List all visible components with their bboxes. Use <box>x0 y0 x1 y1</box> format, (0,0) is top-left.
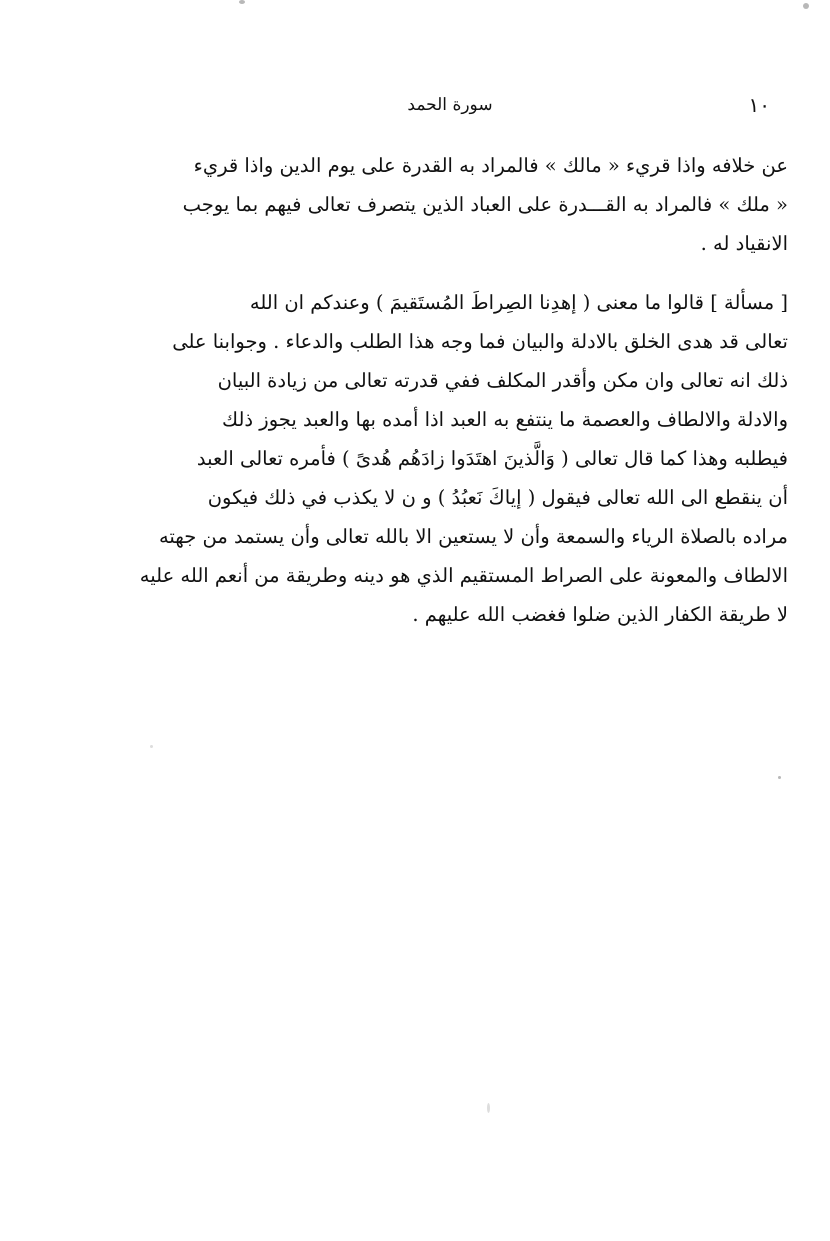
running-title: سورة الحمد <box>407 95 493 115</box>
scan-speck <box>239 0 245 4</box>
text-line: عن خلافه واذا قريء « مالك » فالمراد به القدرة على يوم الدين واذا قريء <box>193 154 788 177</box>
body-text <box>130 146 788 634</box>
text-line: مراده بالصلاة الرياء والسمعة وأن لا يستعين الا بالله تعالى وأن يستمد من جهته <box>158 525 788 548</box>
paragraph-gap <box>130 263 788 283</box>
text-line: « ملك » فالمراد به القـــدرة على العباد الذين يتصرف تعالى فيهم بما يوجب <box>182 193 788 216</box>
text-line: لا طريقة الكفار الذين ضلوا فغضب الله عليهم . <box>412 603 788 626</box>
text-line: الالطاف والمعونة على الصراط المستقيم الذي هو دينه وطريقة من أنعم الله عليه <box>139 564 788 587</box>
text-line: الانقياد له . <box>700 232 788 255</box>
text-line: والادلة والالطاف والعصمة ما ينتفع به العبد اذا أمده بها والعبد يجوز ذلك <box>222 408 788 431</box>
text-line: ذلك انه تعالى وان مكن وأقدر المكلف ففي قدرته تعالى من زيادة البيان <box>217 369 788 392</box>
page-number: ١٠ <box>748 93 770 117</box>
scan-speck <box>487 1103 490 1113</box>
page-header <box>130 90 770 120</box>
text-line: فيطلبه وهذا كما قال تعالى ( وَالَّذينَ اهتَدَوا زادَهُم هُدىً ) فأمره تعالى العبد <box>196 447 788 470</box>
paragraph-2 <box>130 283 788 634</box>
text-line: أن ينقطع الى الله تعالى فيقول ( إياكَ نَعبُدُ ) و ن لا يكذب في ذلك فيكون <box>207 486 788 509</box>
text-line: تعالى قد هدى الخلق بالادلة والبيان فما وجه هذا الطلب والدعاء . وجوابنا على <box>172 330 788 353</box>
scan-speck <box>150 745 153 748</box>
paragraph-1 <box>130 146 788 263</box>
scan-speck <box>803 3 809 9</box>
scan-speck <box>778 776 781 779</box>
text-line: [ مسألة ] قالوا ما معنى ( إهدِنا الصِراطَ المُستَقيمَ ) وعندكم ان الله <box>249 291 788 314</box>
